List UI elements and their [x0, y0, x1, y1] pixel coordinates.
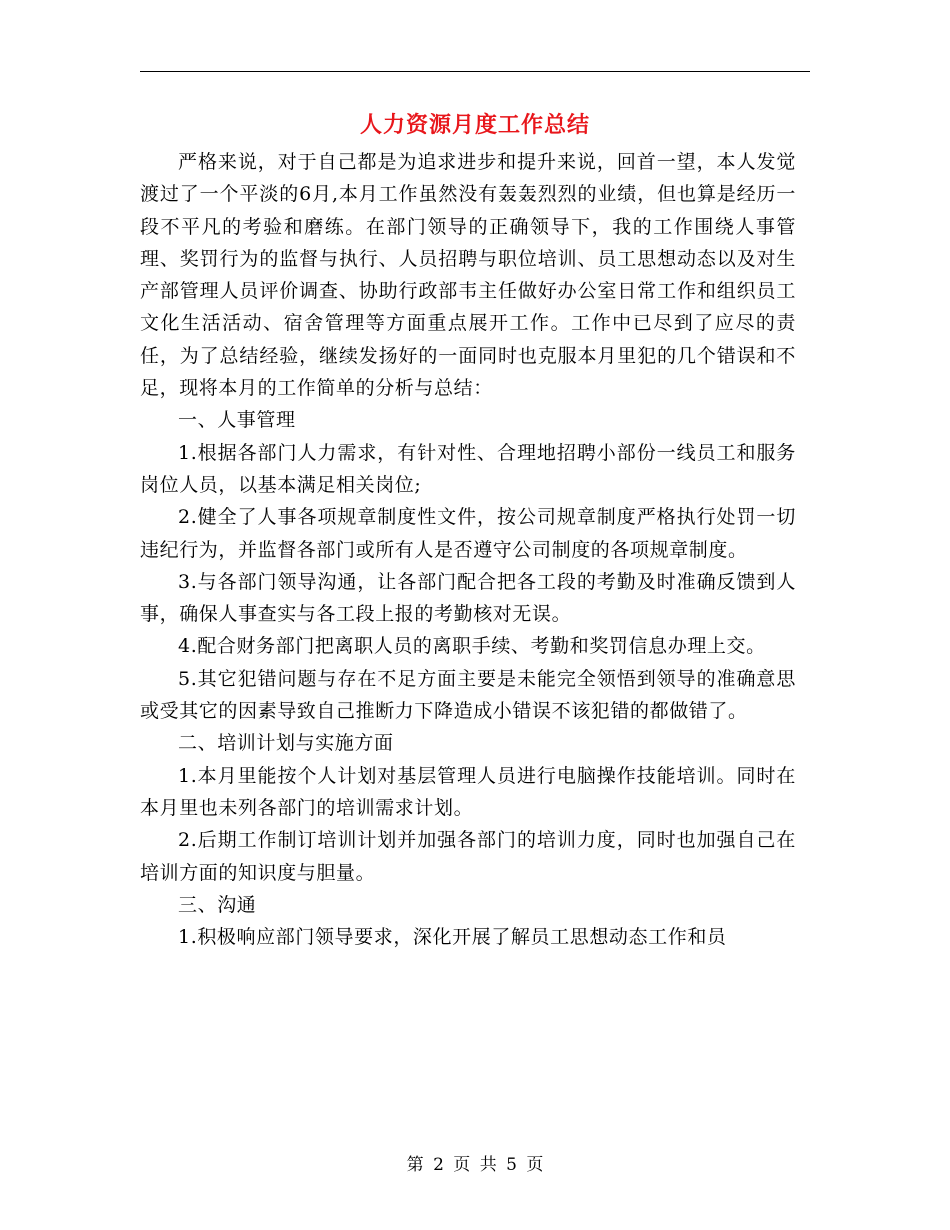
section-heading-training: 二、培训计划与实施方面 [178, 732, 394, 755]
list-item: 3.与各部门领导沟通，让各部门配合把各工段的考勤及时准确反馈到人事，确保人事查实与各工段上报的考勤核对无误。 [140, 570, 796, 626]
list-item: 2.健全了人事各项规章制度性文件，按公司规章制度严格执行处罚一切违纪行为，并监督各部门或所有人是否遵守公司制度的各项规章制度。 [140, 506, 796, 561]
list-item: 4.配合财务部门把离职人员的离职手续、考勤和奖罚信息办理上交。 [178, 635, 766, 658]
page-footer: 第 2 页 共 5 页 [406, 1155, 544, 1175]
section-heading-communication: 三、沟通 [178, 893, 257, 916]
header-rule [140, 71, 810, 72]
list-item: 5.其它犯错问题与存在不足方面主要是未能完全领悟到领导的准确意思或受其它的因素导致自己推断力下降造成小错误不该犯错的都做错了。 [140, 667, 796, 723]
list-item: 1.本月里能按个人计划对基层管理人员进行电脑操作技能培训。同时在本月里也未列各部门的培训需求计划。 [140, 764, 796, 819]
list-item: 1.积极响应部门领导要求，深化开展了解员工思想动态工作和员 [178, 926, 727, 949]
list-item: 2.后期工作制订培训计划并加强各部门的培训力度，同时也加强自己在培训方面的知识度与胆量。 [140, 829, 796, 884]
document-body [140, 146, 796, 953]
intro-paragraph: 严格来说，对于自己都是为追求进步和提升来说，回首一望，本人发觉渡过了一个平淡的6月,本月工作虽然没有轰轰烈烈的业绩，但也算是经历一段不平凡的考验和磨练。在部门领导的正确领导下，我的工作围绕人事管理、奖罚行为的监督与执行、人员招聘与职位培训、员工思想动态以及对生产部管理人员评价调查、协助行政部韦主任做好办公室日常工作和组织员工文化生活活动、宿舍管理等方面重点展开工作。工作中已尽到了应尽的责任，为了总结经验，继续发扬好的一面同时也克服本月里犯的几个错误和不足，现将本月的工作简单的分析与总结： [140, 151, 796, 400]
document-title: 人力资源月度工作总结 [359, 112, 590, 138]
section-heading-personnel: 一、人事管理 [178, 409, 296, 432]
list-item: 1.根据各部门人力需求，有针对性、合理地招聘小部份一线员工和服务岗位人员，以基本满足相关岗位; [140, 441, 796, 496]
